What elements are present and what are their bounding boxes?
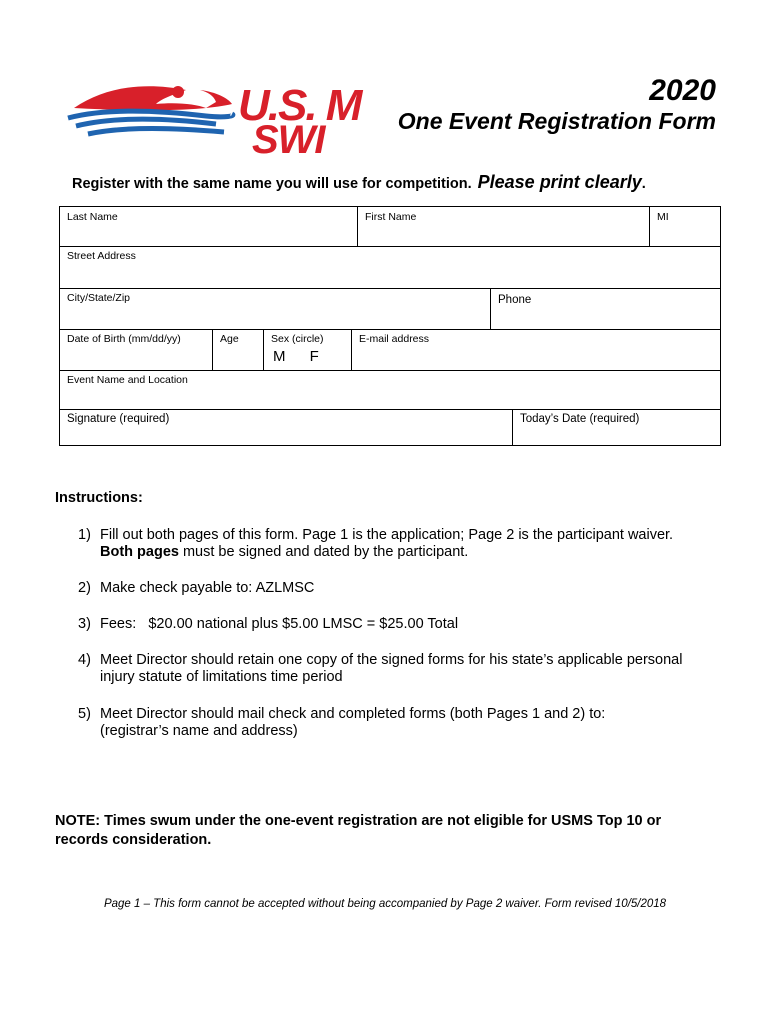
instruction-2-text: Make check payable to: AZLMSC <box>100 580 315 596</box>
first-name-label: First Name <box>365 211 417 223</box>
usms-logo <box>66 80 361 162</box>
age-field[interactable] <box>212 329 264 370</box>
instruction-number: 1) <box>78 527 91 543</box>
intro-text: Register with the same name you will use for competition. <box>72 176 472 192</box>
signature-label: Signature (required) <box>67 413 170 425</box>
page-footer: Page 1 – This form cannot be accepted without being accompanied by Page 2 waiver. Form revised 10/5/2018 <box>103 898 667 910</box>
event-field[interactable] <box>60 370 720 409</box>
instruction-item-3 <box>78 616 718 633</box>
form-row-signature <box>60 409 720 445</box>
logo-wordmark-line2: SWI <box>252 118 325 162</box>
form-row-personal <box>60 329 720 371</box>
instruction-5-text: Meet Director should mail check and completed forms (both Pages 1 and 2) to: (registrar’s name and address) <box>100 706 606 739</box>
last-name-field[interactable] <box>60 207 357 246</box>
last-name-label: Last Name <box>67 211 118 223</box>
page-title: One Event Registration Form <box>397 108 716 134</box>
event-label: Event Name and Location <box>67 374 188 386</box>
instruction-number: 4) <box>78 652 91 668</box>
instructions-heading: Instructions: <box>55 490 143 506</box>
logo-wordmark: U.S. M <box>238 81 361 130</box>
email-field[interactable] <box>351 329 720 370</box>
first-name-field[interactable] <box>357 207 650 246</box>
intro-line <box>72 172 646 193</box>
form-row-event <box>60 370 720 410</box>
note-text: NOTE: Times swum under the one-event registration are not eligible for USMS Top 10 or records consideration. <box>55 813 662 848</box>
todays-date-label: Today’s Date (required) <box>520 413 640 425</box>
intro-period: . <box>641 176 646 192</box>
sex-field[interactable] <box>263 329 352 370</box>
sex-options[interactable]: M F <box>273 348 319 365</box>
instruction-number: 2) <box>78 580 91 596</box>
mi-label: MI <box>657 211 669 223</box>
instruction-item-1 <box>78 527 718 561</box>
instruction-1-text-b: must be signed and dated by the participant. <box>178 544 469 560</box>
mi-field[interactable] <box>649 207 720 246</box>
instruction-number: 5) <box>78 706 91 722</box>
sex-label: Sex (circle) <box>271 333 324 345</box>
instruction-3-text: Fees: $20.00 national plus $5.00 LMSC = $25.00 Total <box>100 616 459 632</box>
signature-field[interactable] <box>60 409 512 445</box>
street-address-field[interactable] <box>60 246 720 288</box>
intro-emphasis: Please print clearly <box>477 172 642 192</box>
instruction-item-4 <box>78 652 718 686</box>
form-year: 2020 <box>649 74 716 107</box>
email-label: E-mail address <box>359 333 430 345</box>
street-address-label: Street Address <box>67 250 136 262</box>
dob-field[interactable] <box>60 329 212 370</box>
form-row-name <box>60 207 720 247</box>
instruction-1-bold: Both pages <box>100 544 179 560</box>
instruction-item-2 <box>78 580 718 597</box>
form-row-street <box>60 246 720 289</box>
instruction-number: 3) <box>78 616 91 632</box>
city-state-zip-label: City/State/Zip <box>67 292 131 304</box>
instruction-4-text: Meet Director should retain one copy of the signed forms for his state’s applicable personal injury statute of limitations time period <box>100 652 683 685</box>
instruction-text <box>100 527 718 561</box>
city-state-zip-field[interactable] <box>60 288 490 329</box>
phone-field[interactable] <box>490 288 720 329</box>
registration-form <box>59 206 721 446</box>
age-label: Age <box>220 333 239 345</box>
instruction-1-text: Fill out both pages of this form. Page 1 is the application; Page 2 is the participant waiver. <box>100 527 674 543</box>
instruction-item-5 <box>78 706 718 740</box>
form-row-city <box>60 288 720 330</box>
phone-label: Phone <box>498 294 532 306</box>
todays-date-field[interactable] <box>512 409 720 445</box>
dob-label: Date of Birth (mm/dd/yy) <box>67 333 181 345</box>
